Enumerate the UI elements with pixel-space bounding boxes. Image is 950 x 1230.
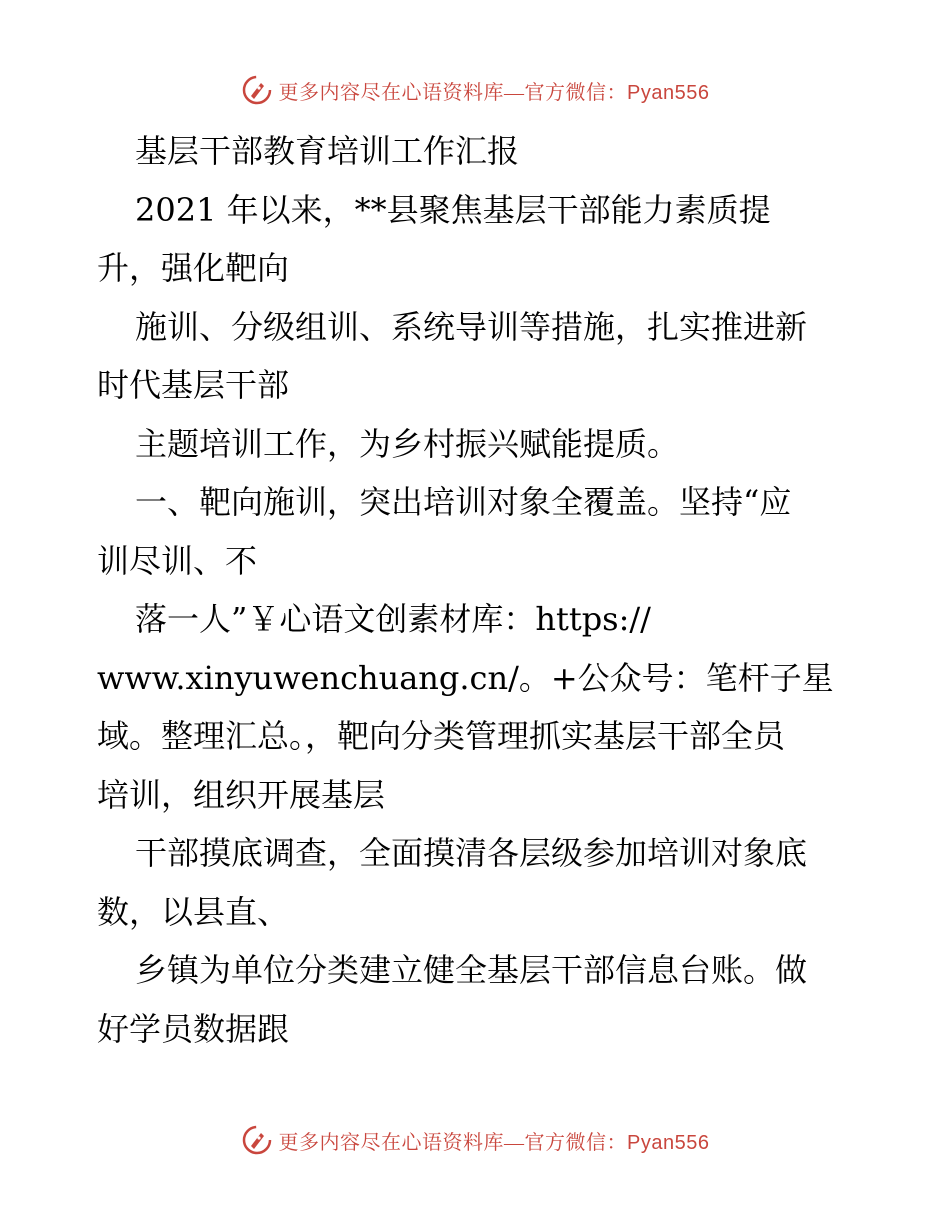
watermark-wechat-id: Pyan556 — [627, 1131, 710, 1154]
watermark-wechat-label: 官方微信： — [524, 81, 628, 104]
paragraph-line: www.xinyuwenchuang.cn/。+公众号：笔杆子星 — [97, 658, 834, 697]
paragraph-line: 施训、分级组训、系统导训等措施，扎实推进新 — [135, 307, 808, 346]
paragraph-line: 时代基层干部 — [97, 366, 290, 404]
watermark-text — [279, 76, 710, 105]
paragraph-line: 训尽训、不 — [97, 541, 258, 580]
paragraph-line: 乡镇为单位分类建立健全基层干部信息台账。做 — [135, 951, 808, 989]
paragraph-line: 2021 年以来，**县聚焦基层干部能力素质提 — [135, 190, 771, 229]
watermark-title: 更多内容尽在心语资料库 — [278, 81, 505, 104]
watermark-wechat-id: Pyan556 — [627, 81, 710, 104]
pen-nib-logo-icon — [241, 74, 273, 106]
watermark-wechat-label: 官方微信： — [524, 1131, 628, 1154]
watermark-footer — [0, 1120, 950, 1160]
document-title: 基层干部教育培训工作汇报 — [135, 132, 520, 170]
paragraph-line: 落一人”￥心语文创素材库：https:// — [135, 600, 651, 638]
paragraph-line: 域。整理汇总。，靶向分类管理抓实基层干部全员 — [97, 717, 786, 755]
paragraph-line: 主题培训工作，为乡村振兴赋能提质。 — [135, 424, 680, 463]
pen-nib-logo-icon — [241, 1124, 273, 1156]
watermark-text — [279, 1126, 710, 1155]
watermark-separator: — — [504, 1131, 525, 1154]
watermark-separator: — — [504, 81, 525, 104]
paragraph-line: 干部摸底调查，全面摸清各层级参加培训对象底 — [135, 834, 808, 872]
paragraph-line: 一、靶向施训，突出培训对象全覆盖。坚持“应 — [135, 483, 792, 521]
watermark-title: 更多内容尽在心语资料库 — [278, 1131, 505, 1154]
paragraph-line: 好学员数据跟 — [97, 1009, 290, 1048]
paragraph-line: 升，强化靶向 — [97, 249, 290, 287]
paragraph-line: 数，以县直、 — [97, 892, 290, 931]
document-body — [97, 122, 857, 1058]
paragraph-line: 培训，组织开展基层 — [97, 775, 386, 814]
watermark-header — [0, 70, 950, 110]
